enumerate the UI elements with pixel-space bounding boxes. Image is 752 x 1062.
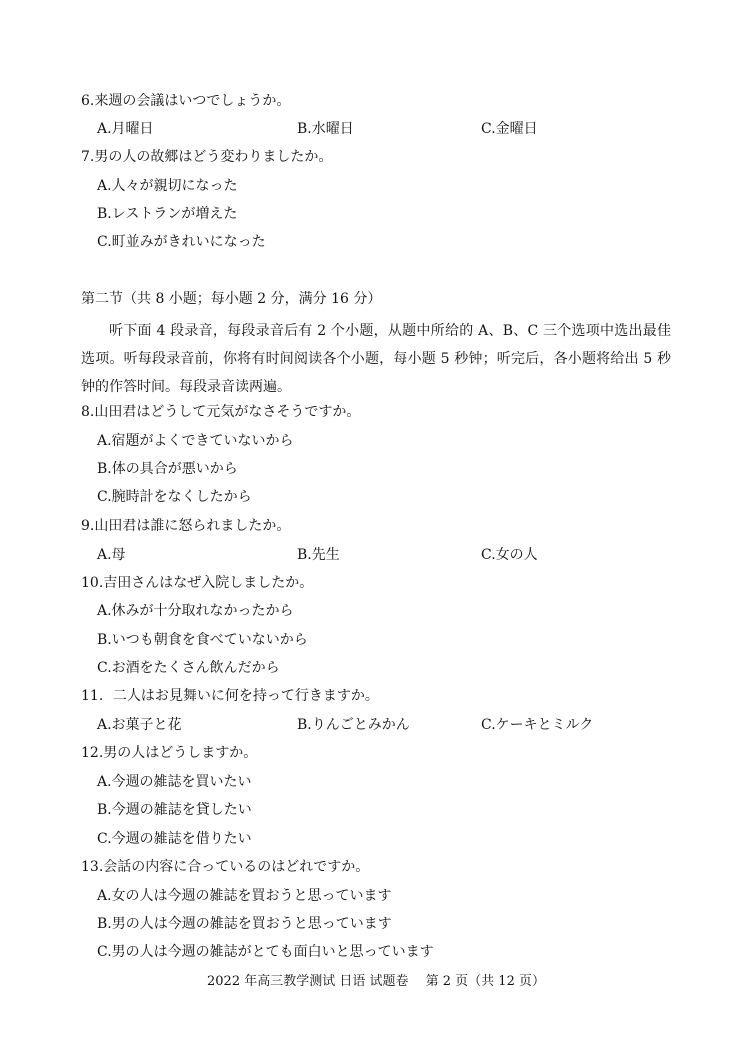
question-10-option-b: B.いつも朝食を食べていないから: [97, 632, 308, 648]
question-7: 7.男の人の故郷はどう変わりましたか。: [81, 149, 333, 165]
question-12-option-c: C.今週の雑誌を借りたい: [97, 831, 252, 847]
question-7-option-b: B.レストランが増えた: [97, 206, 238, 222]
question-12-option-a: A.今週の雑誌を買いたい: [97, 774, 252, 790]
page-footer: 2022 年高三教学测试 日语 试题卷 第 2 页（共 12 页）: [207, 974, 545, 989]
question-11-option-c: C.ケーキとミルク: [481, 717, 594, 733]
question-10-option-c: C.お酒をたくさん飲んだから: [97, 660, 280, 676]
question-11: 11．二人はお見舞いに何を持って行きますか。: [81, 688, 379, 704]
question-11-option-b: B.りんごとみかん: [297, 717, 410, 733]
question-8-option-a: A.宿題がよくできていないから: [97, 433, 294, 449]
section-2-instructions: 听下面 4 段录音，每段录音后有 2 个小题，从题中所给的 A、B、C 三个选项中选出最佳选项。听每段录音前，你将有时间阅读各个小题，每小题 5 秒钟；听完后，各小题将给出 5 秒钟的作答时间。每段录音读两遍。: [81, 323, 671, 395]
question-10-option-a: A.休みが十分取れなかったから: [97, 603, 294, 619]
question-12-option-b: B.今週の雑誌を貸したい: [97, 802, 252, 818]
question-12: 12.男の人はどうしますか。: [81, 745, 258, 761]
question-9: 9.山田君は誰に怒られましたか。: [81, 518, 291, 534]
question-13: 13.会話の内容に合っているのはどれですか。: [81, 859, 370, 875]
question-6-option-c: C.金曜日: [481, 121, 538, 137]
question-9-option-a: A.母: [97, 547, 126, 563]
question-6-option-a: A.月曜日: [97, 121, 154, 137]
question-10: 10.吉田さんはなぜ入院しましたか。: [81, 575, 314, 591]
question-13-option-b: B.男の人は今週の雑誌を買おうと思っています: [97, 916, 392, 932]
question-9-option-c: C.女の人: [481, 547, 538, 563]
question-11-option-a: A.お菓子と花: [97, 717, 182, 733]
question-8-option-b: B.体の具合が悪いから: [97, 461, 238, 477]
question-9-option-b: B.先生: [297, 547, 340, 563]
question-13-option-c: C.男の人は今週の雑誌がとても面白いと思っています: [97, 944, 434, 960]
question-6: 6.来週の会議はいつでしょうか。: [81, 93, 291, 109]
section-2-heading: 第二节（共 8 小题；每小题 2 分，满分 16 分）: [81, 291, 382, 307]
question-8: 8.山田君はどうして元気がなさそうですか。: [81, 404, 361, 420]
question-6-option-b: B.水曜日: [297, 121, 354, 137]
question-7-option-c: C.町並みがきれいになった: [97, 234, 266, 250]
question-7-option-a: A.人々が親切になった: [97, 178, 238, 194]
question-8-option-c: C.腕時計をなくしたから: [97, 489, 252, 505]
question-13-option-a: A.女の人は今週の雑誌を買おうと思っています: [97, 888, 392, 904]
